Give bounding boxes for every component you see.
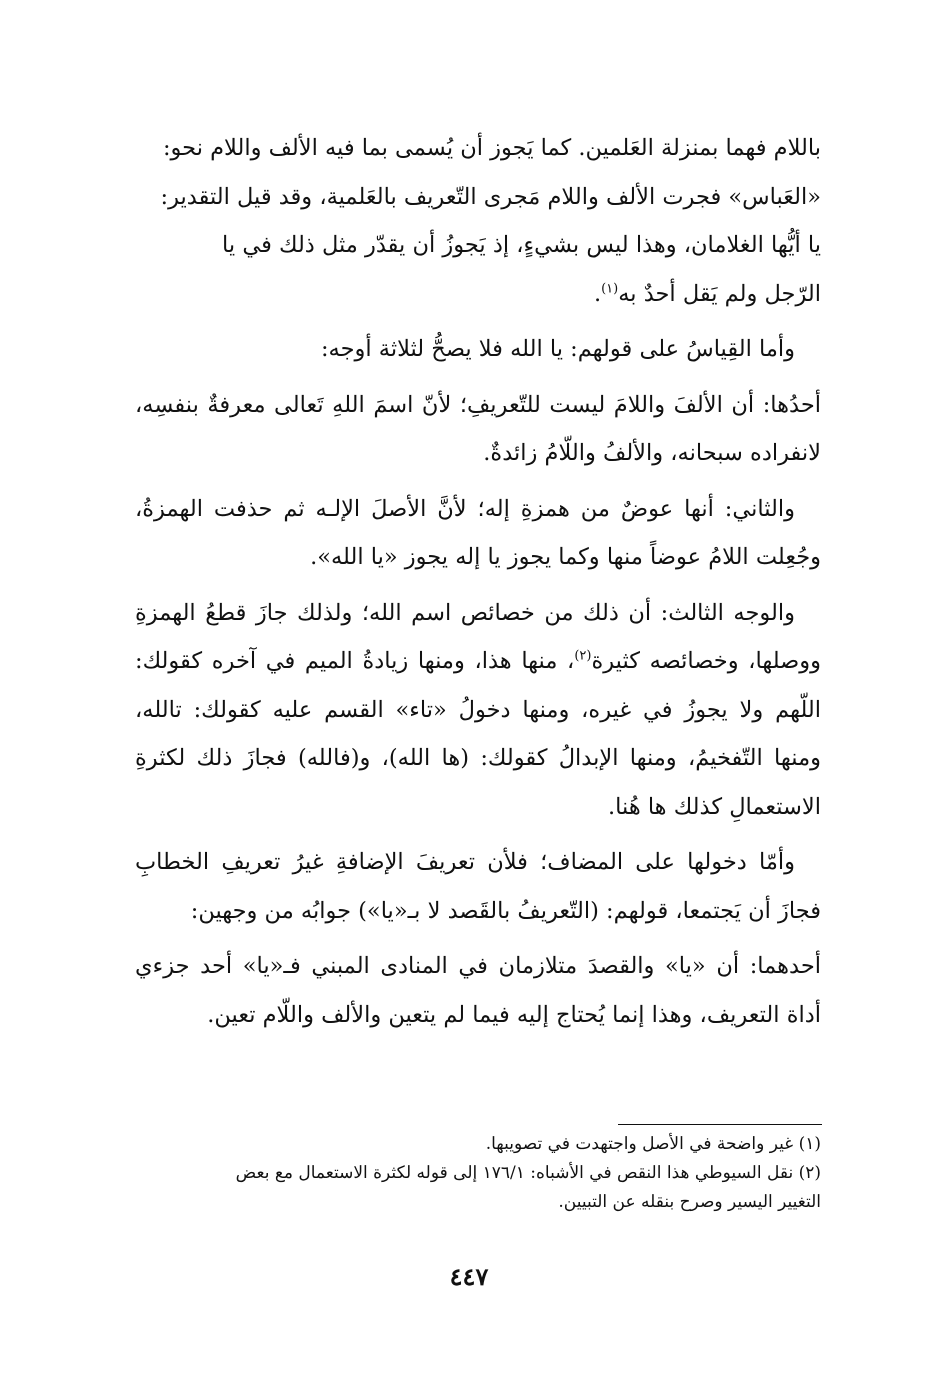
paragraph-5-rest: ، منها هذا، ومنها زيادةُ الميم في آخره كقولك: اللّهم ولا يجوزُ في غيره، ومنها دخولُ «تاء» القسم عليه كقولك: تالله، ومنها التّفخيمُ، ومنها الإبدالُ كقولك: (ها الله)، و(فالله) فجازَ ذلك لكثرةِ الاستعمالِ كذلك ها هُنا. [135, 648, 821, 820]
paragraph-1-line-4: الرّجل ولم يَقل أحدٌ به [618, 280, 821, 307]
paragraph-4: والثاني: أنها عوضٌ من همزةِ إله؛ لأنَّ الأصلَ الإلـه ثم حذفت الهمزةُ، وجُعِلت اللامُ عوضاً منها وكما يجوز يا إله يجوز «يا الله». [135, 495, 821, 570]
footnotes [135, 1130, 821, 1217]
paragraph-6: وأمّا دخولها على المضاف؛ فلأن تعريفَ الإضافةِ غيرُ تعريفِ الخطابِ فجازَ أن يَجتمعا، قولهم: (التّعريفُ بالقَصد لا بـ«يا») جوابُه من وجهين: [135, 849, 821, 924]
paragraph-1-line-1: باللام فهما بمنزلة العَلمين. كما يَجوز أن يُسمى بما فيه الألف واللام نحو: [162, 135, 821, 161]
paragraph-1-line-2: «العَباس» فجرت الألف واللام مَجرى التّعريف بالعَلمية، وقد قيل التقدير: [160, 183, 821, 210]
paragraph-1-line-3: يا أيُّها الغلامان، وهذا ليس بشيءٍ، إذ يَجوزُ أن يقدّر مثل ذلك في يا [222, 232, 821, 258]
paragraph-1-end: . [593, 280, 602, 307]
footnote-ref-1: (١) [601, 281, 619, 296]
footnote-ref-2: (٢) [574, 648, 592, 664]
footnote-1: (١) غير واضحة في الأصل واجتهدت في تصويبها. [485, 1134, 821, 1154]
paragraph-7: أحدهما: أن «يا» والقصدَ متلازمان في المنادى المبني فـ«يا» أحد جزءي أداة التعريف، وهذا إنما يُحتاج إليه فيما لم يتعين والألف واللّام تعين. [135, 953, 821, 1028]
paragraph-5-start: والوجه الثالث: أن ذلك من خصائص اسم الله؛ ولذلك جازَ قطعُ الهمزةِ ووصلها، وخصائصه كثيرة [135, 599, 821, 674]
footnote-separator [618, 1124, 822, 1125]
footnote-2-line-2: التغيير اليسير وصرح بنقله عن التبيين. [558, 1192, 821, 1212]
paragraph-5 [135, 589, 821, 832]
paragraph-1 [135, 124, 821, 318]
page-number: ٤٤٧ [449, 1262, 489, 1291]
paragraph-2: وأما القِياسُ على قولهم: يا الله فلا يصحُّ لثلاثة أوجه: [320, 336, 795, 362]
main-text [135, 124, 821, 1039]
footnote-2-line-1: (٢) نقل السيوطي هذا النقص في الأشباه: ١٧٦/١ إلى قوله لكثرة الاستعمال مع بعض [235, 1163, 821, 1183]
paragraph-3: أحدُها: أن الألفَ واللامَ ليست للتّعريفِ؛ لأنّ اسمَ اللهِ تَعالى معرفةٌ بنفسِه، لانفراده سبحانه، والألفُ واللّامُ زائدةٌ. [135, 391, 821, 466]
footnote-2 [135, 1159, 821, 1217]
